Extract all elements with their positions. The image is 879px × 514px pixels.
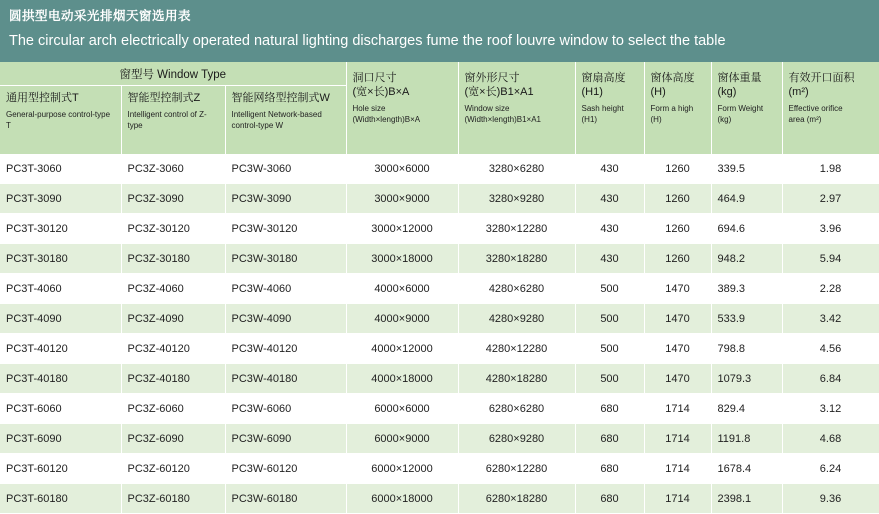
form-height-cell: 1260 bbox=[644, 244, 711, 274]
table-row bbox=[0, 274, 879, 304]
model-w-cell: PC3W-30180 bbox=[225, 244, 346, 274]
title-bar bbox=[0, 0, 879, 62]
form-height-cell: 1714 bbox=[644, 454, 711, 484]
model-w-cell: PC3W-4090 bbox=[225, 304, 346, 334]
orifice-area-cell: 2.97 bbox=[782, 184, 879, 214]
sash-height-cell: 500 bbox=[575, 334, 644, 364]
model-z-cell: PC3Z-4060 bbox=[121, 274, 225, 304]
model-w-cell: PC3W-6060 bbox=[225, 394, 346, 424]
hole-size-cell: 4000×18000 bbox=[346, 364, 458, 394]
weight-cell: 694.6 bbox=[711, 214, 782, 244]
sash-height-cell: 500 bbox=[575, 364, 644, 394]
table-row bbox=[0, 304, 879, 334]
model-t-cell: PC3T-3090 bbox=[0, 184, 121, 214]
model-z-cell: PC3Z-40180 bbox=[121, 364, 225, 394]
table-row bbox=[0, 394, 879, 424]
form-height-cell: 1470 bbox=[644, 304, 711, 334]
page-title-cn: 圆拱型电动采光排烟天窗选用表 bbox=[9, 9, 192, 23]
orifice-area-header: 有效开口面积 (m²) Effective orifice area (m²) bbox=[782, 62, 879, 154]
orifice-area-cell: 4.68 bbox=[782, 424, 879, 454]
window-size-cell: 4280×6280 bbox=[458, 274, 575, 304]
table-row bbox=[0, 154, 879, 184]
sash-height-cell: 430 bbox=[575, 214, 644, 244]
model-w-cell: PC3W-3060 bbox=[225, 154, 346, 184]
window-size-cell: 6280×6280 bbox=[458, 394, 575, 424]
model-t-cell: PC3T-40180 bbox=[0, 364, 121, 394]
hole-size-cell: 6000×18000 bbox=[346, 484, 458, 514]
hole-size-cell: 3000×9000 bbox=[346, 184, 458, 214]
orifice-area-cell: 9.36 bbox=[782, 484, 879, 514]
model-t-cell: PC3T-4090 bbox=[0, 304, 121, 334]
window-size-cell: 3280×12280 bbox=[458, 214, 575, 244]
page-title-en: The circular arch electrically operated natural lighting discharges fume the roof louvre window to select the table bbox=[9, 33, 726, 49]
window-size-cell: 3280×9280 bbox=[458, 184, 575, 214]
hole-size-cell: 3000×12000 bbox=[346, 214, 458, 244]
model-w-cell: PC3W-60180 bbox=[225, 484, 346, 514]
model-w-cell: PC3W-60120 bbox=[225, 454, 346, 484]
orifice-area-cell: 4.56 bbox=[782, 334, 879, 364]
table-row bbox=[0, 214, 879, 244]
sash-height-cell: 500 bbox=[575, 274, 644, 304]
orifice-area-cell: 1.98 bbox=[782, 154, 879, 184]
form-height-header: 窗体高度 (H) Form a high (H) bbox=[644, 62, 711, 154]
sash-height-cell: 430 bbox=[575, 184, 644, 214]
sash-height-header: 窗扇高度 (H1) Sash height (H1) bbox=[575, 62, 644, 154]
model-z-cell: PC3Z-6060 bbox=[121, 394, 225, 424]
model-z-cell: PC3Z-60120 bbox=[121, 454, 225, 484]
window-size-cell: 3280×6280 bbox=[458, 154, 575, 184]
model-z-cell: PC3Z-30120 bbox=[121, 214, 225, 244]
hole-size-cell: 4000×6000 bbox=[346, 274, 458, 304]
form-height-cell: 1260 bbox=[644, 184, 711, 214]
weight-cell: 533.9 bbox=[711, 304, 782, 334]
window-size-cell: 4280×18280 bbox=[458, 364, 575, 394]
table-row bbox=[0, 454, 879, 484]
orifice-area-cell: 3.42 bbox=[782, 304, 879, 334]
model-t-cell: PC3T-40120 bbox=[0, 334, 121, 364]
model-z-cell: PC3Z-40120 bbox=[121, 334, 225, 364]
orifice-area-cell: 2.28 bbox=[782, 274, 879, 304]
window-size-cell: 4280×12280 bbox=[458, 334, 575, 364]
orifice-area-cell: 6.24 bbox=[782, 454, 879, 484]
model-z-cell: PC3Z-30180 bbox=[121, 244, 225, 274]
weight-cell: 464.9 bbox=[711, 184, 782, 214]
hole-size-cell: 4000×12000 bbox=[346, 334, 458, 364]
model-w-cell: PC3W-4060 bbox=[225, 274, 346, 304]
orifice-area-cell: 5.94 bbox=[782, 244, 879, 274]
model-w-cell: PC3W-40120 bbox=[225, 334, 346, 364]
weight-cell: 948.2 bbox=[711, 244, 782, 274]
model-t-cell: PC3T-30180 bbox=[0, 244, 121, 274]
table-row bbox=[0, 364, 879, 394]
weight-cell: 798.8 bbox=[711, 334, 782, 364]
model-w-cell: PC3W-40180 bbox=[225, 364, 346, 394]
weight-cell: 2398.1 bbox=[711, 484, 782, 514]
weight-cell: 1678.4 bbox=[711, 454, 782, 484]
model-t-cell: PC3T-3060 bbox=[0, 154, 121, 184]
model-t-cell: PC3T-60180 bbox=[0, 484, 121, 514]
orifice-area-cell: 3.12 bbox=[782, 394, 879, 424]
model-t-cell: PC3T-30120 bbox=[0, 214, 121, 244]
sash-height-cell: 500 bbox=[575, 304, 644, 334]
form-weight-header: 窗体重量 (kg) Form Weight (kg) bbox=[711, 62, 782, 154]
table-row bbox=[0, 424, 879, 454]
sash-height-cell: 680 bbox=[575, 484, 644, 514]
table-row bbox=[0, 334, 879, 364]
window-size-cell: 6280×12280 bbox=[458, 454, 575, 484]
form-height-cell: 1260 bbox=[644, 214, 711, 244]
sash-height-cell: 680 bbox=[575, 424, 644, 454]
orifice-area-cell: 6.84 bbox=[782, 364, 879, 394]
model-z-cell: PC3Z-60180 bbox=[121, 484, 225, 514]
model-z-cell: PC3Z-4090 bbox=[121, 304, 225, 334]
weight-cell: 1191.8 bbox=[711, 424, 782, 454]
model-z-cell: PC3Z-6090 bbox=[121, 424, 225, 454]
model-w-cell: PC3W-30120 bbox=[225, 214, 346, 244]
form-height-cell: 1714 bbox=[644, 424, 711, 454]
table-row bbox=[0, 184, 879, 214]
hole-size-cell: 6000×9000 bbox=[346, 424, 458, 454]
window-size-header: 窗外形尺寸 (宽×长)B1×A1 Window size (Width×length)B1×A1 bbox=[458, 62, 575, 154]
form-height-cell: 1470 bbox=[644, 334, 711, 364]
hole-size-cell: 6000×12000 bbox=[346, 454, 458, 484]
sash-height-cell: 680 bbox=[575, 454, 644, 484]
form-height-cell: 1714 bbox=[644, 394, 711, 424]
window-selection-table bbox=[0, 62, 879, 514]
model-t-cell: PC3T-6090 bbox=[0, 424, 121, 454]
weight-cell: 829.4 bbox=[711, 394, 782, 424]
hole-size-cell: 6000×6000 bbox=[346, 394, 458, 424]
table-row bbox=[0, 244, 879, 274]
model-z-cell: PC3Z-3060 bbox=[121, 154, 225, 184]
sash-height-cell: 430 bbox=[575, 244, 644, 274]
control-type-t-header: 通用型控制式T General-purpose control-type T bbox=[0, 86, 121, 155]
sash-height-cell: 680 bbox=[575, 394, 644, 424]
model-w-cell: PC3W-6090 bbox=[225, 424, 346, 454]
hole-size-cell: 3000×18000 bbox=[346, 244, 458, 274]
model-w-cell: PC3W-3090 bbox=[225, 184, 346, 214]
window-size-cell: 3280×18280 bbox=[458, 244, 575, 274]
form-height-cell: 1260 bbox=[644, 154, 711, 184]
control-type-w-header: 智能网络型控制式W Intelligent Network-based control-type W bbox=[225, 86, 346, 155]
hole-size-cell: 4000×9000 bbox=[346, 304, 458, 334]
form-height-cell: 1470 bbox=[644, 274, 711, 304]
form-height-cell: 1714 bbox=[644, 484, 711, 514]
model-t-cell: PC3T-6060 bbox=[0, 394, 121, 424]
weight-cell: 389.3 bbox=[711, 274, 782, 304]
model-t-cell: PC3T-60120 bbox=[0, 454, 121, 484]
form-height-cell: 1470 bbox=[644, 364, 711, 394]
hole-size-header: 洞口尺寸 (宽×长)B×A Hole size (Width×length)B×A bbox=[346, 62, 458, 154]
control-type-z-header: 智能型控制式Z Intelligent control of Z-type bbox=[121, 86, 225, 155]
orifice-area-cell: 3.96 bbox=[782, 214, 879, 244]
hole-size-cell: 3000×6000 bbox=[346, 154, 458, 184]
window-type-header: 窗型号 Window Type bbox=[0, 62, 346, 86]
window-size-cell: 6280×18280 bbox=[458, 484, 575, 514]
window-size-cell: 4280×9280 bbox=[458, 304, 575, 334]
model-t-cell: PC3T-4060 bbox=[0, 274, 121, 304]
weight-cell: 339.5 bbox=[711, 154, 782, 184]
window-size-cell: 6280×9280 bbox=[458, 424, 575, 454]
model-z-cell: PC3Z-3090 bbox=[121, 184, 225, 214]
sash-height-cell: 430 bbox=[575, 154, 644, 184]
weight-cell: 1079.3 bbox=[711, 364, 782, 394]
